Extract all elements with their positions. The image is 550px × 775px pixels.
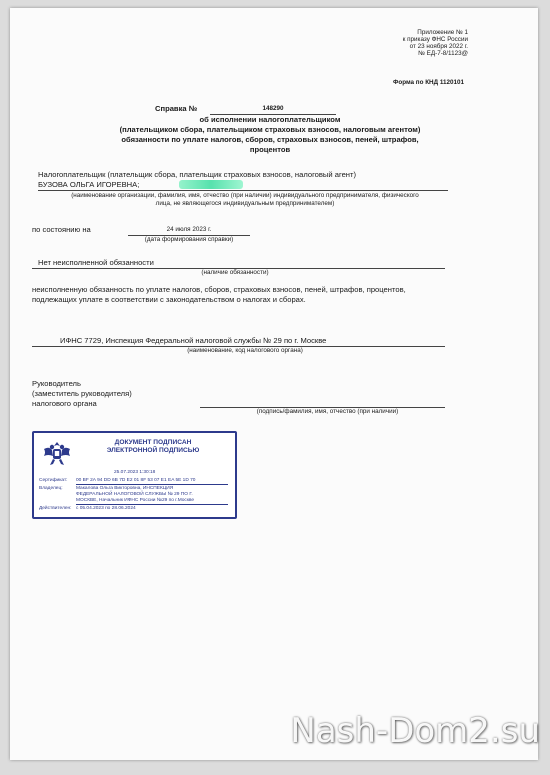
state-label: по состоянию на [32, 225, 91, 234]
authority-caption: (наименование, код налогового органа) [187, 347, 303, 354]
taxpayer-underline [38, 190, 448, 191]
redacted-blur [179, 180, 243, 189]
stamp-valid-label: Действителен: [39, 506, 72, 511]
watermark: Nash-Dom2.su [290, 711, 540, 751]
stamp-divider-2 [76, 504, 228, 505]
taxpayer-caption-1: (наименование организации, фамилия, имя, отчество (при наличии) индивидуального предпринимателя, физического [71, 192, 419, 199]
head-line-3: налогового органа [32, 399, 97, 408]
appendix-line-1: Приложение № 1 [417, 29, 468, 36]
obligation-text-2: подлежащих уплате в соответствии с законодательством о налогах и сборах. [32, 295, 306, 304]
title-line-1: об исполнении налогоплательщиком [199, 115, 341, 124]
state-date: 24 июля 2023 г. [166, 226, 212, 233]
document-page [10, 8, 538, 760]
emblem-icon [40, 438, 74, 468]
stamp-owner-3: МОСКВЕ, Начальник ИФНС России №29 по г.Москве [76, 498, 195, 503]
stamp-cert-label: Сертификат: [39, 478, 68, 483]
taxpayer-caption-2: лица, не являющегося индивидуальным предпринимателем) [155, 200, 335, 207]
taxpayer-label: Налогоплательщик (плательщик сбора, плательщик страховых взносов, налоговый агент) [38, 170, 356, 179]
obligation-caption: (наличие обязанности) [201, 269, 269, 276]
title-line-2: (плательщиком сбора, плательщиком страховых взносов, налоговым агентом) [119, 125, 421, 134]
stamp-datetime: 25.07.2023 1:30:18 [114, 470, 156, 475]
obligation-text-1: неисполненную обязанность по уплате налогов, сборов, страховых взносов, пеней, штрафов, процентов, [32, 285, 406, 294]
appendix-line-2: к приказу ФНС России [402, 36, 468, 43]
head-caption: (подпись/фамилия, имя, отчество (при наличии) [256, 408, 399, 415]
stamp-valid-value: с 05.04.2023 по 28.06.2024 [76, 506, 136, 511]
title-line-3: обязанности по уплате налогов, сборов, страховых взносов, пеней, штрафов, [121, 135, 419, 144]
stamp-divider-1 [76, 484, 228, 485]
stamp-cert-value: 00 BF 2A 94 DD 6B 7D E2 01 8F 53 07 E1 EA 5E 1D 70 [76, 478, 196, 483]
stamp-title-2: ЭЛЕКТРОННОЙ ПОДПИСЬЮ [106, 447, 200, 454]
head-line-2: (заместитель руководителя) [32, 389, 132, 398]
spravka-number: 148290 [262, 105, 284, 112]
spravka-label: Справка № [155, 104, 198, 113]
stamp-owner-2: ФЕДЕРАЛЬНОЙ НАЛОГОВОЙ СЛУЖБЫ № 29 ПО Г. [76, 492, 193, 497]
form-code: Форма по КНД 1120101 [392, 79, 464, 86]
appendix-line-3: от 23 ноября 2022 г. [409, 43, 468, 50]
stamp-owner-1: Макалова Ольга Викторовна, ИНСПЕКЦИЯ [76, 486, 174, 491]
head-line-1: Руководитель [32, 379, 81, 388]
title-line-4: процентов [249, 145, 291, 154]
state-caption: (дата формирования справки) [144, 236, 234, 243]
taxpayer-name: БУЗОВА ОЛЬГА ИГОРЕВНА; [38, 180, 140, 189]
authority-value: ИФНС 7729, Инспекция Федеральной налоговой службы № 29 по г. Москве [60, 336, 327, 345]
e-signature-stamp [32, 431, 237, 519]
obligation-value: Нет неисполненной обязанности [38, 258, 154, 267]
appendix-line-4: № ЕД-7-8/1123@ [418, 50, 468, 57]
stamp-title-1: ДОКУМЕНТ ПОДПИСАН [114, 439, 192, 446]
stamp-owner-label: Владелец: [39, 486, 63, 491]
